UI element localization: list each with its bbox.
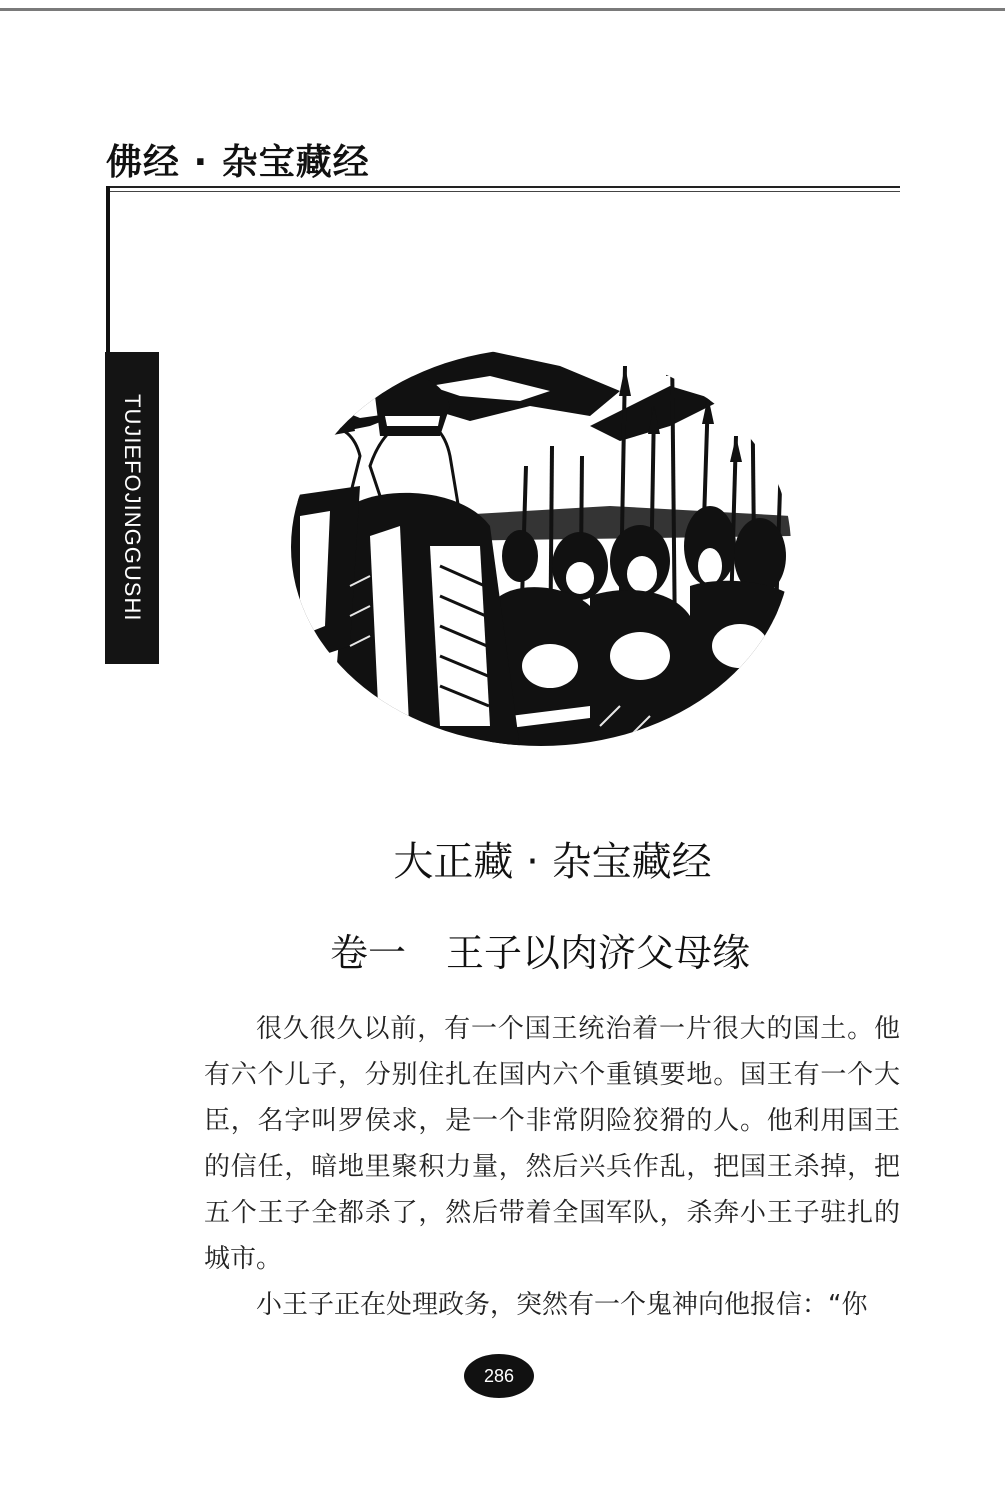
scan-top-edge — [0, 8, 1005, 11]
running-head-title: 佛经 · 杂宝藏经 — [106, 142, 370, 183]
chapter-volume: 卷一 — [330, 931, 407, 975]
paragraph-1: 很久很久以前，有一个国王统治着一片很大的国土。他有六个儿子，分别住扎在国内六个重镇要地。国王有一个大臣，名字叫罗侯求，是一个非常阴险狡猾的人。他利用国王的信任，暗地里聚积力量，然后兴兵作乱，把国王杀掉，把五个王子全都杀了，然后带着全国军队，杀奔小王子驻扎的城市。 — [204, 1014, 900, 1274]
body-text — [204, 1006, 900, 1328]
paragraph-2: 小王子正在处理政务，突然有一个鬼神向他报信：“你 — [256, 1290, 868, 1320]
chapter-title — [330, 922, 750, 977]
header-rule-thin — [106, 191, 900, 192]
chapter-name: 王子以肉济父母缘 — [446, 931, 751, 975]
woodcut-army-illustration — [290, 346, 792, 748]
side-tab-label: TUJIEFOJINGGUSHI — [120, 394, 145, 622]
page-number-badge — [464, 1354, 534, 1398]
side-tab — [105, 352, 159, 664]
page-number: 286 — [483, 1365, 515, 1386]
section-title: 大正藏 · 杂宝藏经 — [393, 839, 712, 885]
header-rule — [106, 186, 900, 188]
side-rule — [106, 186, 110, 354]
